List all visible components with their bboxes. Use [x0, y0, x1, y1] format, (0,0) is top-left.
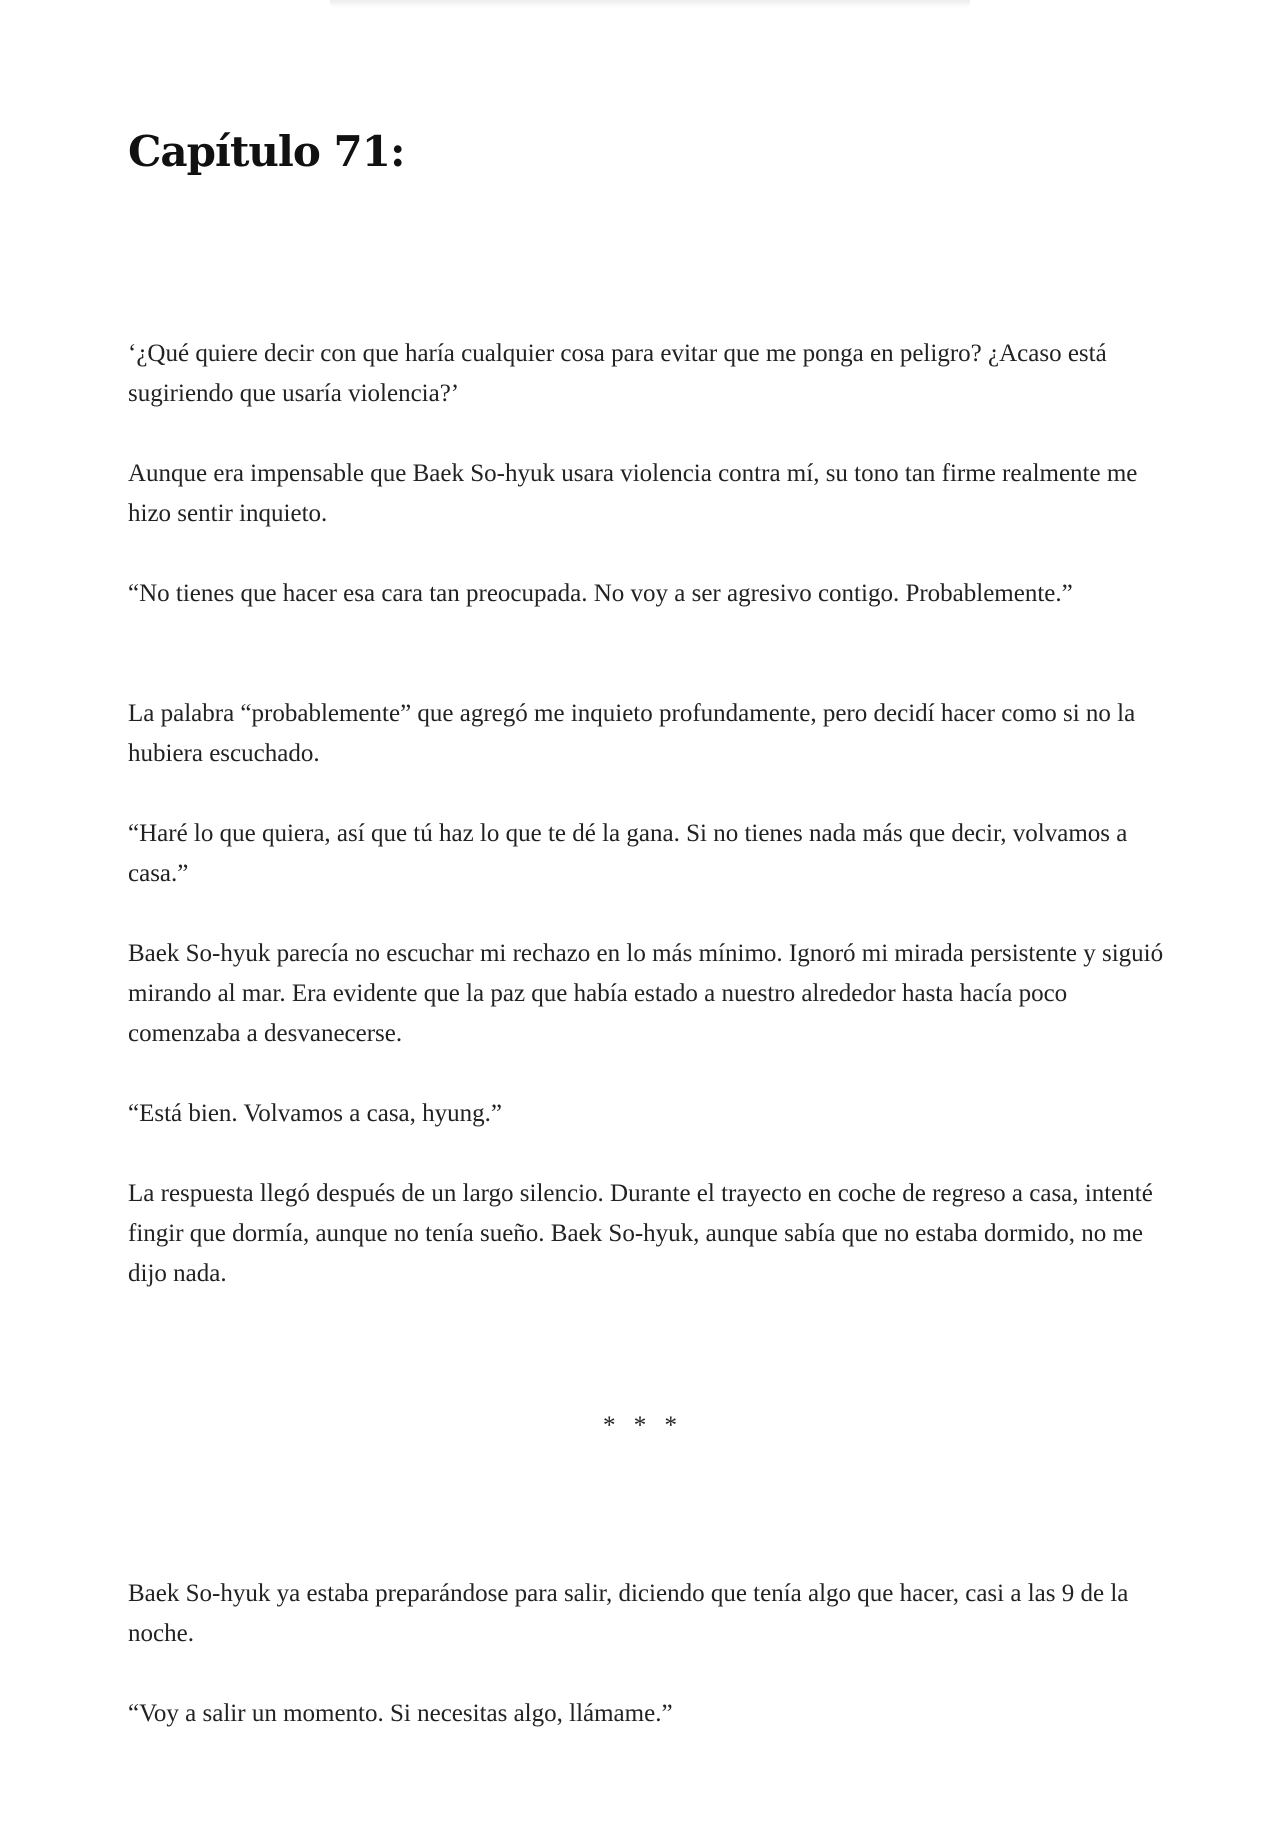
paragraph-2: Aunque era impensable que Baek So-hyuk usara violencia contra mí, su tono tan firme realmente me hizo sentir inquieto.	[128, 460, 1138, 527]
paragraph-3: “No tienes que hacer esa cara tan preocupada. No voy a ser agresivo contigo. Probablemente.”	[128, 580, 1073, 607]
paragraph-4: La palabra “probablemente” que agregó me inquieto profundamente, pero decidí hacer como si no la hubiera escuchado.	[128, 700, 1136, 767]
paragraph-7: “Está bien. Volvamos a casa, hyung.”	[128, 1100, 502, 1127]
paragraph-1: ‘¿Qué quiere decir con que haría cualquier cosa para evitar que me ponga en peligro? ¿Acaso está sugiriendo que usaría violencia?’	[128, 340, 1107, 407]
paragraph-9: Baek So-hyuk ya estaba preparándose para salir, diciendo que tenía algo que hacer, casi a las 9 de la noche.	[128, 1580, 1129, 1647]
scene-separator: * * *	[603, 1412, 683, 1439]
chapter-title: Capítulo 71:	[128, 127, 405, 176]
paragraph-8: La respuesta llegó después de un largo silencio. Durante el trayecto en coche de regreso a casa, intenté fingir que dormía, aunque no tenía sueño. Baek So-hyuk, aunque sabía que no estaba dormido, no me dijo nada.	[128, 1180, 1153, 1287]
paragraph-10: “Voy a salir un momento. Si necesitas algo, llámame.”	[128, 1700, 673, 1727]
paragraph-5: “Haré lo que quiera, así que tú haz lo que te dé la gana. Si no tienes nada más que decir, volvamos a casa.”	[128, 820, 1128, 887]
paragraph-6: Baek So-hyuk parecía no escuchar mi rechazo en lo más mínimo. Ignoró mi mirada persistente y siguió mirando al mar. Era evidente que la paz que había estado a nuestro alrededor hasta hacía poco comenzaba a desvanecerse.	[128, 940, 1164, 1047]
top-edge-shadow	[330, 0, 970, 8]
